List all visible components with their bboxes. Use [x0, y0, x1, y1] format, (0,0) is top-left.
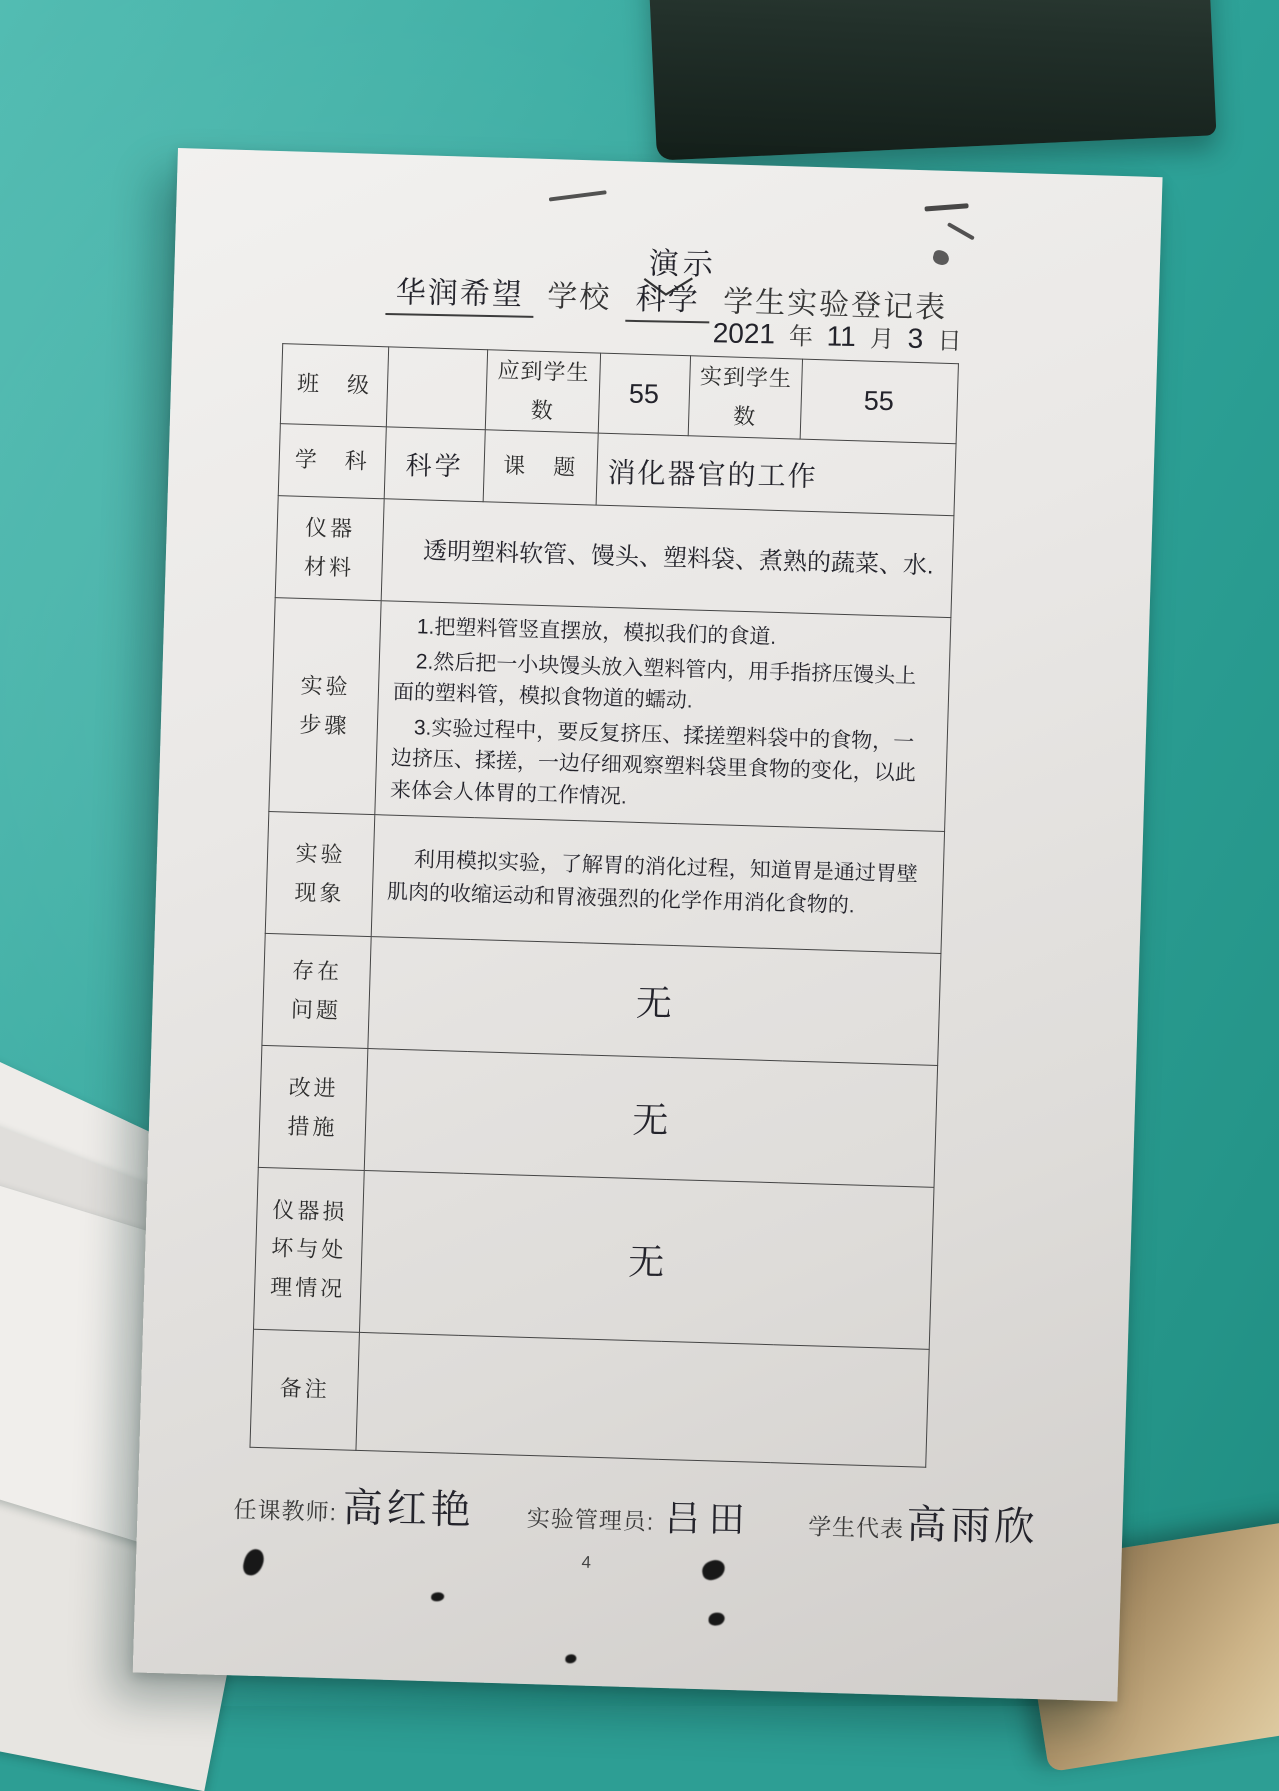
improvements-label: 改进 措施: [258, 1045, 368, 1170]
form-date: [712, 314, 962, 356]
pen-mark: [947, 222, 975, 240]
teacher-name: 高红艳: [342, 1486, 476, 1533]
date-year-label: 年: [788, 323, 814, 351]
pen-mark: [549, 190, 607, 201]
title-school-handwritten: 华润希望: [385, 267, 534, 318]
table-row-materials: [275, 496, 954, 618]
problems-value: 无: [368, 937, 941, 1066]
materials-value: 透明塑料软管、馒头、塑料袋、煮熟的蔬菜、水.: [381, 499, 954, 618]
actual-students-value: 55: [800, 359, 958, 444]
damage-value: 无: [359, 1170, 934, 1349]
form-paper: [133, 148, 1163, 1702]
dark-board-object: [648, 0, 1217, 161]
improvements-value: 无: [364, 1049, 937, 1188]
date-year-value: 2021: [712, 317, 776, 350]
date-month-label: 月: [869, 325, 895, 354]
teacher-label: 任课教师:: [233, 1496, 338, 1526]
remarks-label: 备注: [250, 1329, 359, 1450]
manager-name: 吕田: [663, 1497, 753, 1541]
table-row-steps: [269, 598, 951, 832]
manager-label: 实验管理员:: [526, 1504, 655, 1535]
pen-mark: [924, 203, 968, 211]
steps-label: 实验 步骤: [269, 598, 381, 815]
date-day-value: 3: [907, 322, 924, 355]
step-3: 3.实验过程中，要反复挤压、揉搓塑料袋中的食物，一边挤压、揉搓，一边仔细观察塑料袋里食物的变化，以此来体会人体胃的工作情况.: [389, 715, 917, 809]
insert-annotation: 演示: [648, 247, 718, 282]
table-row-damage: [253, 1167, 934, 1349]
page-number: 4: [581, 1552, 592, 1572]
materials-label: 仪器 材料: [275, 496, 384, 601]
expected-students-label: 应到学生数: [485, 350, 600, 433]
class-label: 班 级: [280, 344, 388, 427]
title-school-suffix: 学校: [546, 280, 612, 315]
step-2: 2.然后把一小块馒头放入塑料管内，用手指挤压馒头上面的塑料管，模拟食物道的蠕动.: [392, 649, 917, 713]
title-subject-handwritten: 科学: [625, 274, 710, 324]
phenomena-value: 利用模拟实验，了解胃的消化过程，知道胃是通过胃壁肌肉的收缩运动和胃液强烈的化学作用消化食物的.: [371, 815, 944, 954]
student-rep-label: 学生代表: [807, 1513, 905, 1543]
step-1: 1.把塑料管竖直摆放，模拟我们的食道.: [416, 615, 777, 649]
ink-stain: [431, 1592, 444, 1601]
steps-value: [375, 601, 951, 832]
table-row-improvements: [258, 1045, 937, 1187]
problems-label: 存在 问题: [262, 933, 371, 1048]
damage-label: 仪器损 坏与处 理情况: [253, 1167, 364, 1332]
actual-students-label: 实到学生数: [688, 356, 802, 439]
ink-stain: [708, 1612, 724, 1625]
table-row-problems: [262, 933, 941, 1065]
pen-mark: [931, 249, 950, 267]
experiment-form-table: [249, 343, 958, 1468]
signature-line: [233, 1472, 1054, 1553]
remarks-value: [356, 1332, 929, 1467]
topic-label: 课 题: [483, 430, 598, 505]
subject-label: 学 科: [278, 424, 386, 499]
class-value: [386, 347, 487, 430]
date-day-label: 日: [937, 327, 962, 356]
student-rep-name: 高雨欣: [905, 1502, 1039, 1550]
topic-value: 消化器官的工作: [596, 433, 956, 516]
phenomena-label: 实验 现象: [265, 811, 375, 936]
table-row-phenomena: [265, 811, 944, 953]
expected-students-value: 55: [598, 353, 690, 436]
title-form-name: 学生实验登记表: [722, 285, 948, 325]
subject-value: 科学: [384, 427, 485, 502]
date-month-value: 11: [826, 320, 857, 353]
table-row-remarks: [250, 1329, 929, 1467]
ink-stain: [565, 1654, 576, 1663]
